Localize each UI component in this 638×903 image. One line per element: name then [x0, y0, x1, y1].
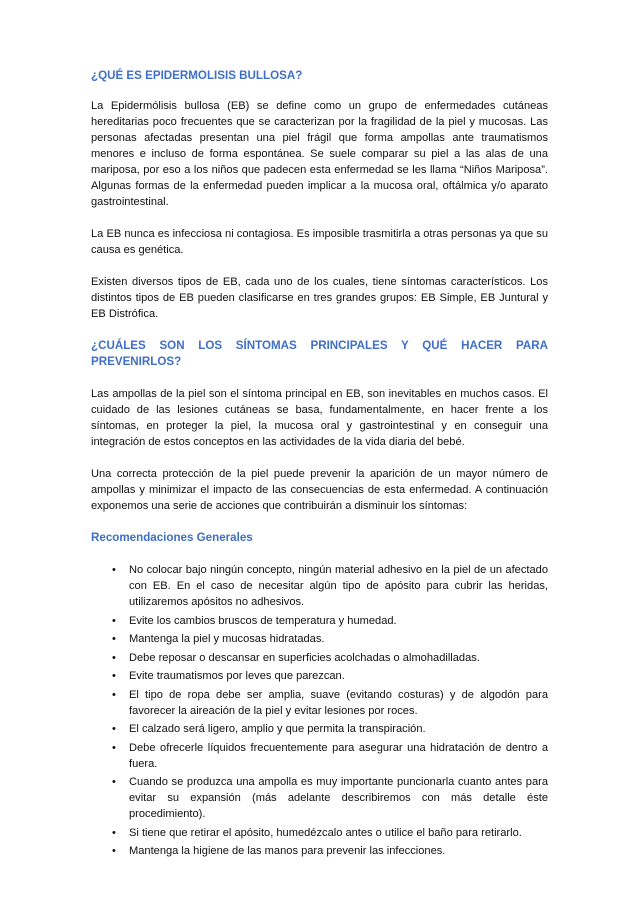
- list-item: [112, 721, 548, 737]
- recommendations-list: [91, 562, 548, 859]
- paragraph-blisters: Las ampollas de la piel son el síntoma principal en EB, son inevitables en muchos casos. El cuidado de las lesiones cutáneas se basa, fundamentalmente, en hacer frente a los síntomas, en proteger la piel, la mucosa oral y gastrointestinal y en conseguir una integración de estos conceptos en las actividades de la vida diaria del bebé.: [91, 388, 548, 448]
- list-item-text: Evite traumatismos por leves que parezcan.: [129, 670, 345, 682]
- list-item: [112, 825, 548, 841]
- list-item: [112, 687, 548, 719]
- list-item: [112, 843, 548, 859]
- bullet-icon: •: [112, 633, 116, 645]
- list-item-text: Debe ofrecerle líquidos frecuentemente para asegurar una hidratación de dentro a fuera.: [129, 741, 548, 770]
- paragraph-definition: La Epidermólisis bullosa (EB) se define como un grupo de enfermedades cutáneas hereditarias poco frecuentes que se caracterizan por la fragilidad de la piel y mucosas. Las personas afectadas presentan una piel frágil que forma ampollas ante traumatismos menores e incluso de forma espontánea. Se suele comparar su piel a las alas de una mariposa, por eso a los niños que padecen esta enfermedad se les llama “Niños Mariposa”. Algunas formas de la enfermedad pueden implicar a la mucosa oral, oftálmica y/o aparato gastrointestinal.: [91, 100, 548, 208]
- list-item-text: El tipo de ropa debe ser amplia, suave (evitando costuras) y de algodón para favorecer la aireación de la piel y evitar lesiones por roces.: [129, 688, 548, 717]
- list-item: [112, 562, 548, 610]
- paragraph-not-contagious: La EB nunca es infecciosa ni contagiosa. Es imposible trasmitirla a otras personas ya que su causa es genética.: [91, 228, 548, 256]
- list-item: [112, 668, 548, 684]
- list-item-text: Debe reposar o descansar en superficies acolchadas o almohadilladas.: [129, 651, 480, 664]
- bullet-icon: •: [112, 564, 116, 576]
- bullet-icon: •: [112, 688, 116, 701]
- recommendations-heading: Recomendaciones Generales: [91, 531, 253, 544]
- bullet-icon: •: [112, 614, 116, 627]
- list-item: [112, 650, 548, 666]
- bullet-icon: •: [112, 845, 116, 857]
- list-item: [112, 613, 548, 629]
- bullet-icon: •: [112, 651, 116, 664]
- list-item-text: Mantenga la piel y mucosas hidratadas.: [129, 633, 325, 645]
- list-item-text: No colocar bajo ningún concepto, ningún material adhesivo en la piel de un afectado con EB. En el caso de necesitar algún tipo de apósito para cubrir las heridas, utilizaremos apósitos no adhesivos.: [129, 564, 548, 608]
- list-item-text: Si tiene que retirar el apósito, humedézcalo antes o utilice el baño para retirarlo.: [129, 826, 522, 839]
- bullet-icon: •: [112, 826, 116, 839]
- document-page: [91, 68, 548, 862]
- list-item: [112, 631, 548, 647]
- list-item-text: Mantenga la higiene de las manos para prevenir las infecciones.: [129, 845, 446, 857]
- list-item-text: Evite los cambios bruscos de temperatura y humedad.: [129, 614, 397, 627]
- paragraph-types: Existen diversos tipos de EB, cada uno de los cuales, tiene síntomas característicos. Los distintos tipos de EB pueden clasificarse en tres grandes grupos: EB Simple, EB Juntural y EB Distrófica.: [91, 276, 548, 320]
- bullet-icon: •: [112, 741, 116, 754]
- list-item: [112, 740, 548, 772]
- list-item-text: Cuando se produzca una ampolla es muy importante puncionarla cuanto antes para evitar su expansión (más adelante describiremos con más detalle éste procedimiento).: [129, 776, 548, 820]
- section-heading-what-is-eb: ¿QUÉ ES EPIDERMOLISIS BULLOSA?: [91, 69, 303, 82]
- bullet-icon: •: [112, 670, 116, 682]
- section-heading-symptoms: ¿CUÁLES SON LOS SÍNTOMAS PRINCIPALES Y QUÉ HACER PARA PREVENIRLOS?: [91, 339, 548, 368]
- paragraph-protection: Una correcta protección de la piel puede prevenir la aparición de un mayor número de ampollas y minimizar el impacto de las consecuencias de esta enfermedad. A continuación exponemos una serie de acciones que contribuirán a disminuir los síntomas:: [91, 468, 548, 512]
- bullet-icon: •: [112, 776, 116, 788]
- list-item-text: El calzado será ligero, amplio y que permita la transpiración.: [129, 723, 426, 735]
- list-item: [112, 774, 548, 822]
- bullet-icon: •: [112, 723, 116, 735]
